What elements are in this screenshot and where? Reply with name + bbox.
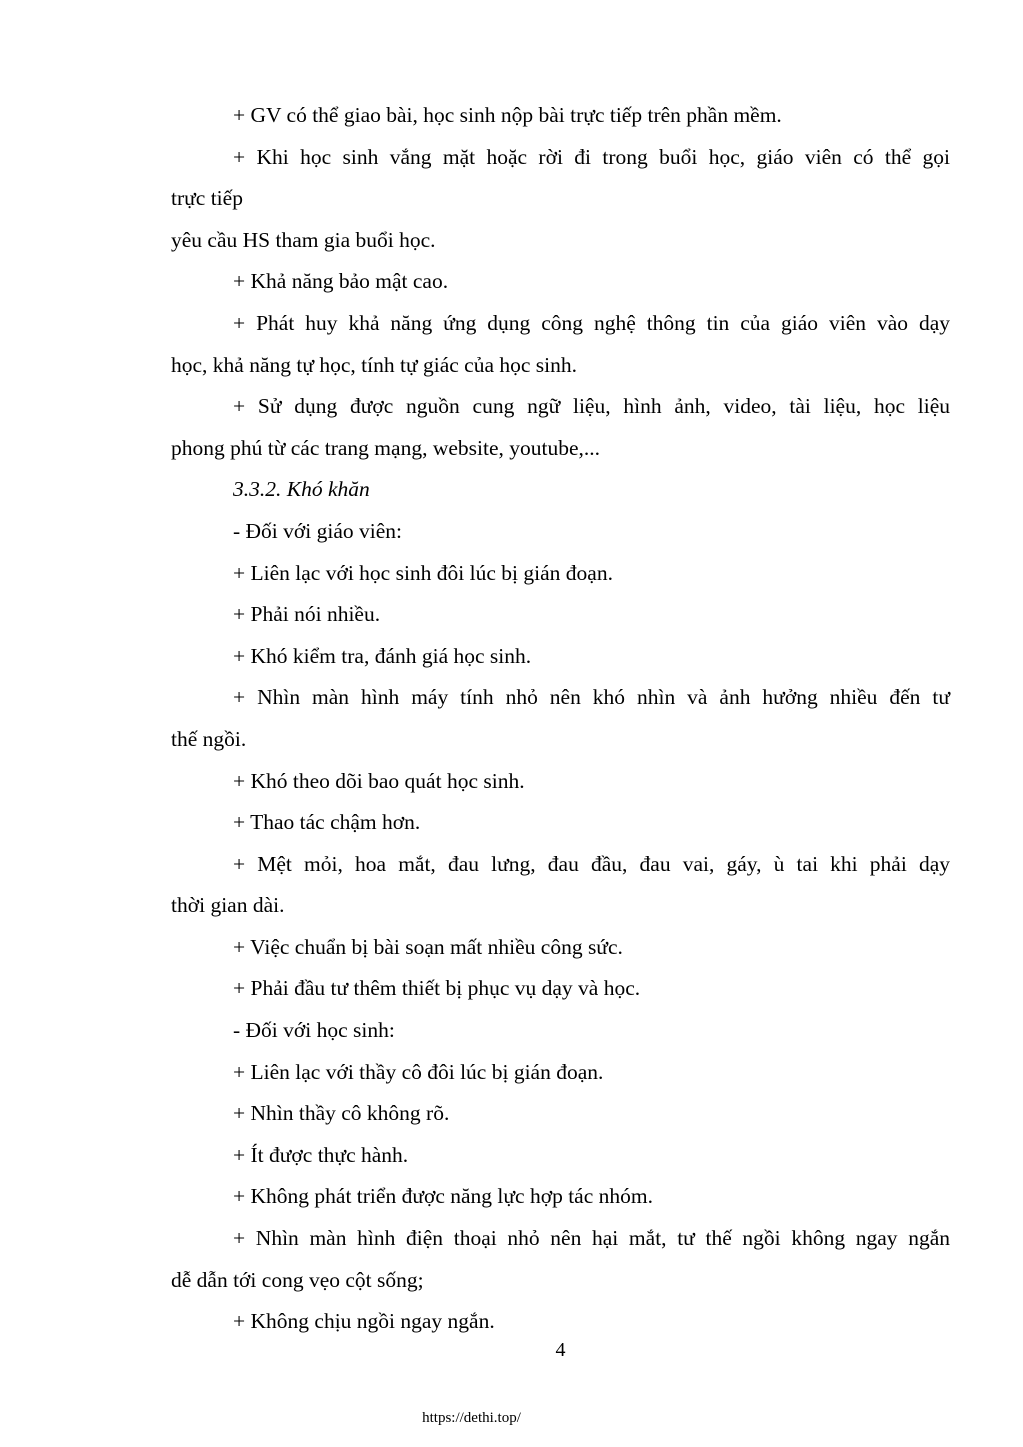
text-line: + Không chịu ngồi ngay ngắn.	[233, 1309, 495, 1334]
text-line: + Ít được thực hành.	[233, 1142, 409, 1167]
text-line: học, khả năng tự học, tính tự giác của học sinh.	[171, 352, 578, 377]
footer-url: https://dethi.top/	[422, 1410, 521, 1426]
text-line: + Liên lạc với thầy cô đôi lúc bị gián đoạn.	[233, 1059, 604, 1084]
text-line: yêu cầu HS tham gia buổi học.	[171, 227, 436, 252]
text-line: + Mệt mỏi, hoa mắt, đau lưng, đau đầu, đau vai, gáy, ù tai khi phải dạy	[233, 851, 950, 876]
text-line: + Khó kiểm tra, đánh giá học sinh.	[233, 643, 532, 668]
text-line: + Phải đầu tư thêm thiết bị phục vụ dạy và học.	[233, 976, 641, 1001]
text-line: + Phải nói nhiều.	[233, 602, 381, 627]
text-line: + Liên lạc với học sinh đôi lúc bị gián đoạn.	[233, 560, 613, 585]
text-line: - Đối với giáo viên:	[233, 518, 403, 543]
text-line: + Không phát triển được năng lực hợp tác nhóm.	[233, 1184, 653, 1209]
text-line: + Thao tác chậm hơn.	[233, 810, 421, 835]
text-line: + Khi học sinh vắng mặt hoặc rời đi trong buổi học, giáo viên có thể gọi	[233, 144, 950, 169]
text-line: dễ dẫn tới cong vẹo cột sống;	[171, 1267, 424, 1292]
text-line: trực tiếp	[171, 186, 243, 211]
section-heading: 3.3.2. Khó khăn	[233, 477, 370, 502]
text-line: + Nhìn màn hình điện thoại nhỏ nên hại mắt, tư thế ngồi không ngay ngắn	[233, 1226, 950, 1251]
text-line: + Việc chuẩn bị bài soạn mất nhiều công sức.	[233, 934, 623, 959]
text-line: - Đối với học sinh:	[233, 1018, 395, 1043]
text-line: + Khó theo dõi bao quát học sinh.	[233, 768, 525, 793]
text-line: + Nhìn thầy cô không rõ.	[233, 1101, 450, 1126]
text-line: phong phú từ các trang mạng, website, youtube,...	[171, 435, 601, 460]
text-line: + GV có thể giao bài, học sinh nộp bài trực tiếp trên phần mềm.	[233, 103, 782, 127]
document-body	[171, 95, 950, 1343]
page-number: 4	[555, 1339, 566, 1361]
text-line: thời gian dài.	[171, 893, 285, 918]
text-line: + Nhìn màn hình máy tính nhỏ nên khó nhìn và ảnh hưởng nhiều đến tư	[233, 685, 950, 710]
text-line: thế ngồi.	[171, 726, 247, 751]
text-line: + Sử dụng được nguồn cung ngữ liệu, hình ảnh, video, tài liệu, học liệu	[233, 394, 950, 419]
text-line: + Khả năng bảo mật cao.	[233, 269, 449, 294]
text-line: + Phát huy khả năng ứng dụng công nghệ thông tin của giáo viên vào dạy	[233, 310, 950, 335]
